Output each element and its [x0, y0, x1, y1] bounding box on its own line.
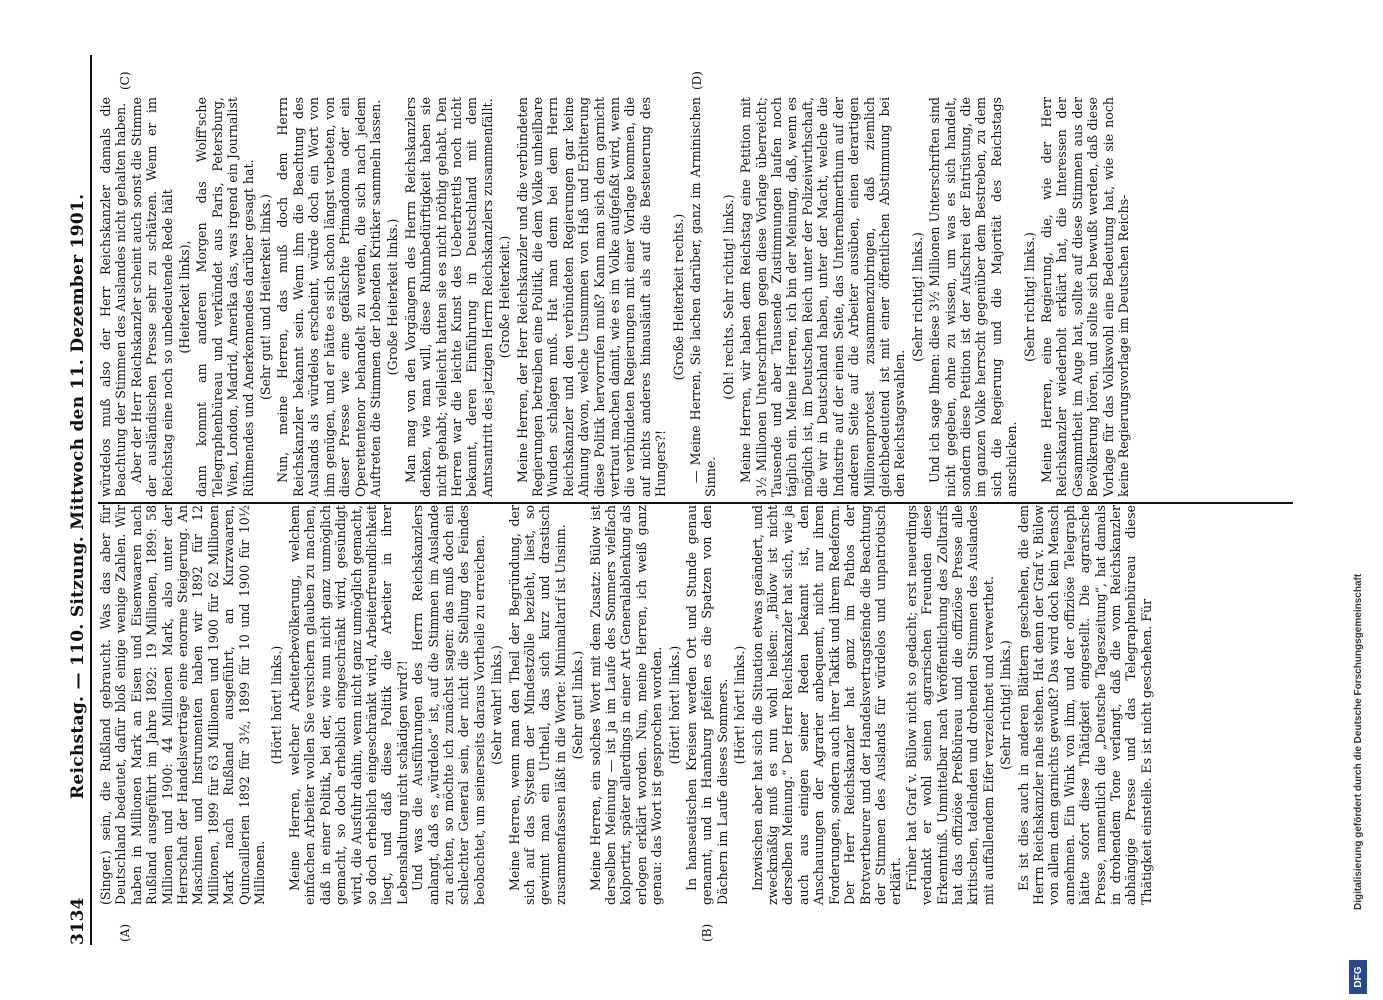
interjection: (Heiterkeit links), [177, 240, 193, 354]
interjection: (Sehr richtig! links.) [909, 232, 925, 362]
column-divider [98, 502, 1293, 504]
interjection: (Hört! hört! links.) [666, 645, 682, 765]
paragraph: Es ist dies auch in anderen Blättern geschehen, die dem Herrn Reichskanzler nahe stehen. Hat denn der Graf v. Bülow von allem dem garnichts gewußt? Das wird doch kein Mensch annehmen. Ein Wink von ihm, und der offiziöse Telegraph hätte sofort diese Thätigkeit eingestellt. Die agrarische Presse, namentlich die „Deutsche Tageszeitung“, hat damals in drohendem Tone verlangt, daß die vom Reichskanzler abhängige Presse und das Telegraphenbüreau diese Thätigkeit einstelle. Es ist nicht geschehen. Für [1015, 505, 1154, 905]
page-number: 3134 [68, 897, 88, 945]
paragraph: dann kommt am anderen Morgen das Wolff'sche Telegraphenbüreau und verkündet aus Paris, Petersburg, Wien, London, Madrid, Amerika das, was irgend ein Journalist Rühmendes und Anerkennendes darüber gesagt hat. [194, 97, 256, 497]
interjection: (Große Heiterkeit.) [497, 235, 513, 359]
interjection: (Sehr wahr! links.) [489, 645, 505, 765]
paragraph: Und was die Ausführungen des Herrn Reichskanzlers anlangt, daß es „würdelos“ ist, auf die Stimmen im Auslande zu achten, so möchte ich zunächst sagen: das muß doch ein schlechter General sein, der nicht die Stellung des Feindes beobachtet, um seinerseits daraus Vortheile zu erreichen. [410, 505, 487, 905]
paragraph: In hanseatischen Kreisen werden Ort und Stunde genau genannt, und in Hamburg pfeifen es die Spatzen von den Dächern im Laufe dieses Sommers. [684, 505, 730, 905]
page-title: Reichstag. — 110. Sitzung. Mittwoch den 11. Dezember 1901. [68, 193, 88, 800]
paragraph: Früher hat Graf v. Bülow nicht so gedacht; erst neuerdings verdankt er wohl seinen agrarischen Freunden diese Erkenntniß. Unmittelbar nach Veröffentlichung des Zolltarifs hat das offiziöse Preßbüreau und die offiziöse Presse alle kritischen, tadelnden und drohenden Stimmen des Auslandes mit auffallendem Eifer verzeichnet und verwerthet. [903, 505, 996, 905]
interjection: (Sehr richtig! links.) [998, 640, 1014, 770]
interjection: (Sehr richtig! links.) [1021, 232, 1037, 362]
interjection: (Große Heiterkeit links.) [385, 218, 401, 376]
digitization-note: Digitalisierung gefördert durch die Deutsche Forschungsgemeinschaft [1353, 573, 1364, 910]
paragraph: Inzwischen aber hat sich die Situation etwas geändert, und zweckmäßig muß es nun wohl heißen: „Bülow ist nicht derselben Meinung.“ Der Herr Reichskanzler hat sich, wie ja auch aus einigen seiner Reden bekannt ist, den Anschauungen der Agrarier anbequemt, nicht nur ihren Forderungen, sondern auch ihrer Taktik und ihrem Redeform. Der Herr Reichskanzler hat ganz im Pathos der Brotvertheurer und der Handelsvertragsfeinde die Beachtung der Stimmen des Auslands für würdelos und unpatriotisch erklärt. [749, 505, 904, 905]
left-text-column [98, 505, 1295, 905]
interjection: (Hört! hört! links.) [269, 645, 285, 765]
paragraph: Meine Herren, wenn man den Theil der Begründung, der sich auf das System der Mindestzölle bezieht, liest, so gewinnt man ein Urtheil, das sich kurz und drastisch zusammenfassen läßt in die Worte: Minimaltarif ist Unsinn. [506, 505, 568, 905]
interjection: (Sehr gut! und Heiterkeit links.) [258, 193, 274, 401]
paragraph: Meine Herren, ein solches Wort mit dem Zusatz: Bülow ist derselben Meinung — ist ja im Laufe des Sommers vielfach kolportirt, später allerdings in einer Art Generalablenkung als erlogen erklärt worden. Nun, meine Herren, ich weiß ganz genau: das Wort ist gesprochen worden. [587, 505, 665, 905]
interjection: (Oh! rechts. Sehr richtig! links.) [720, 194, 736, 400]
paragraph: Und ich sage Ihnen: diese 3½ Millionen Unterschriften sind nicht gegeben, ohne zu wissen, um was es sich handelt, sondern diese Petition ist der Aufschrei der Entrüstung, die im ganzen Volke herrscht gegenüber dem Bestreben, zu dem sich die Regierung und die Majorität des Reichstags anschicken. [927, 97, 1020, 497]
paragraph: Meine Herren, welcher Arbeiterbevölkerung, welchem einfachen Arbeiter wollen Sie versichern glauben zu machen, daß in einer Politik, bei der, wie nun nicht ganz unmöglich gemacht, so doch erheblich eingeschränkt wird, gesündigt wird, die Ausfuhr dahin, wenn nicht ganz unmöglich gemacht, so doch erheblich eingeschränkt wird, Arbeiterfreundlichkeit liegt, und daß diese Politik die Arbeiter in ihrer Lebenshaltung nicht schädigen wird?! [286, 505, 410, 905]
paragraph: Meine Herren, wir haben dem Reichstag eine Petition mit 3½ Millionen Unterschriften gegen diese Vorlage überreicht; Tausende und aber Tausende Zustimmungen laufen noch täglich ein. Meine Herren, ich bin der Meinung, daß, wenn es möglich ist, im Deutschen Reich unter der Polizeiwirthschaft, die wir in Deutschland haben, unter der Macht, welche die Industrie auf der einen Seite, das Unternehmerthum auf der anderen Seite auf die Arbeiter ausüben, einen derartigen Millionenprotest zusammenzubringen, daß ziemlich gleichbedeutend ist mit einer öffentlichen Abstimmung bei den Reichstagswahlen. [738, 97, 908, 497]
paragraph: Man mag von den Vorgängern des Herrn Reichskanzlers denken, wie man will, diese Ruhmbedürftigkeit haben sie nicht gehabt; vielleicht hatten sie es nicht nöthig gehabt. Den Herren war die leichte Kunst des Ueberbrettls noch nicht bekannt, deren Einführung in Deutschland mit dem Amtsantritt des jetzigen Herrn Reichskanzlers zusammenfällt. [402, 97, 495, 497]
paragraph: würdelos muß also der Herr Reichskanzler damals die Beachtung der Stimmen des Auslandes nicht gehalten haben. [98, 97, 129, 497]
paragraph: Meine Herren, der Herr Reichskanzler und die verbündeten Regierungen betreiben eine Politik, die dem Volke unheilbare Wunden schlagen muß. Hat man denn bei dem Herrn Reichskanzler und den verbündeten Regierungen gar keine Ahnung davon, welche Unsummen von Haß und Erbitterung diese Politik hervorrufen muß? Kann man sich dem garnicht vertraut machen damit, wie es im Volke aufgefaßt wird, wenn die verbündeten Regierungen mit einer Vorlage kommen, die auf nichts anderes hinausläuft als auf die Besteuerung des Hungers?! [514, 97, 669, 497]
page-header [58, 55, 92, 945]
right-text-column [98, 97, 1295, 497]
margin-marker-d: (D) [690, 71, 704, 90]
paragraph: Nun, meine Herren, das muß doch dem Herrn Reichskanzler bekannt sein. Wenn ihm die Beachtung des Auslands als würdelos erscheint, würde doch ein Wort von ihm genügen, und er hätte es sich schon längst verbeten, von dieser Presse wie eine gefälschte Primadonna oder ein Operettentenor behandelt zu werden, die sich nach jedem Auftreten die Stimmen der lobenden Kritiker sammeln lassen. [275, 97, 383, 497]
margin-marker-b: (B) [700, 923, 714, 942]
dfg-logo: DFG [1349, 960, 1367, 994]
paragraph: Aber der Herr Reichskanzler scheint auch sonst die Stimme der ausländischen Presse sehr zu schätzen. Wenn er im Reichstag eine noch so unbedeutende Rede hält [128, 97, 175, 497]
margin-marker-c: (C) [118, 71, 132, 90]
paragraph: (Singer.) sein, die Rußland gebraucht. Was das aber für Deutschland bedeutet, dafür bloß einige wenige Zahlen. Wir haben in Millionen Mark an Eisen und Eisenwaaren nach Rußland ausgeführt im Jahre 1892: 19 Millionen, 1899: 58 Millionen und 1900: 44 Millionen Mark, also unter der Herrschaft der Handelsverträge eine enorme Steigerung. An Maschinen und Instrumenten haben wir 1892 für 12 Millionen, 1899 für 63 Millionen und 1900 für 62 Millionen Mark nach Rußland ausgeführt, an Kurzwaaren, Quincaillerien 1892 für 3½, 1899 für 10 und 1900 für 10½ Millionen. [98, 505, 268, 905]
paragraph: Meine Herren, eine Regierung, die, wie der Herr Reichskanzler wiederholt erklärt hat, die Interessen der Gesammtheit im Auge hat, sollte auf diese Stimmen aus der Bevölkerung hören, und sollte sich bewußt werden, daß diese Vorlage für das Volkswohl eine Bedeutung hat, wie sie noch keine Regierungsvorlage im Deutschen Reichs- [1038, 97, 1131, 497]
paragraph: — Meine Herren, Sie lachen darüber, ganz im Arminischen Sinne. [688, 97, 719, 497]
interjection: (Hört! hört! links.) [732, 645, 748, 765]
page-footer [1343, 0, 1383, 1000]
interjection: (Sehr gut! links.) [570, 650, 586, 760]
margin-marker-a: (A) [118, 923, 132, 942]
interjection: (Große Heiterkeit rechts.) [670, 213, 686, 381]
